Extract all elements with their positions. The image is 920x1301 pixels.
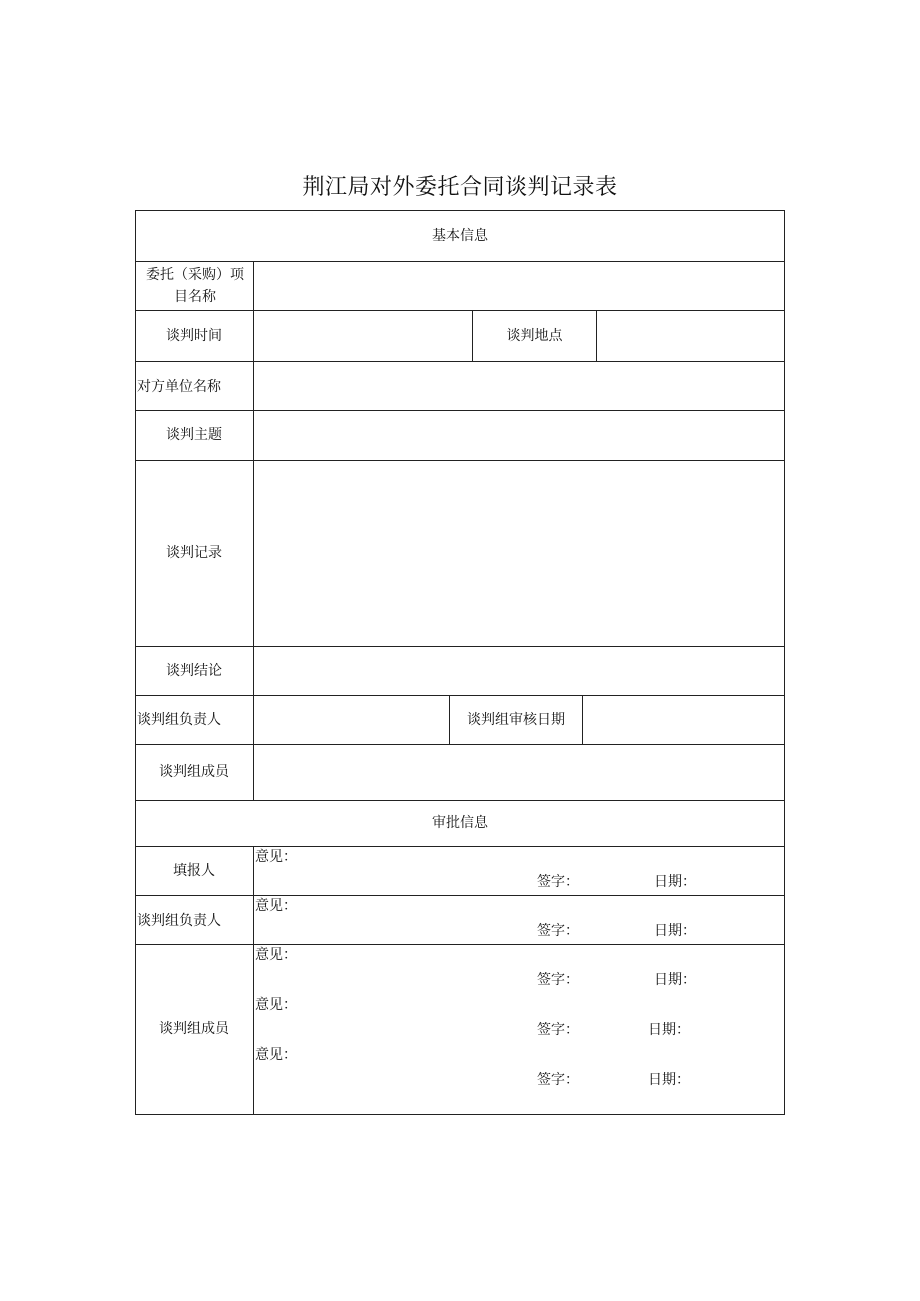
filler-date-label: 日期： <box>654 874 696 890</box>
member2-opinion-label: 意见： <box>255 997 297 1013</box>
member3-sign-label: 签字： <box>537 1072 579 1088</box>
subject-field[interactable] <box>254 411 784 460</box>
label-leader: 谈判组负责人 <box>137 712 221 728</box>
label-negotiation-location: 谈判地点 <box>506 327 563 344</box>
label-members: 谈判组成员 <box>159 764 229 780</box>
page-title: 荆江局对外委托合同谈判记录表 <box>302 175 618 200</box>
label-approval-leader: 谈判组负责人 <box>137 913 221 929</box>
label-conclusion: 谈判结论 <box>166 662 222 679</box>
member1-sign-label: 签字： <box>537 972 579 988</box>
label-negotiation-time: 谈判时间 <box>166 327 222 344</box>
label-approval-filler: 填报人 <box>173 862 215 879</box>
label-counterparty: 对方单位名称 <box>137 379 221 395</box>
section-header-basic: 基本信息 <box>432 227 488 244</box>
member3-opinion-label: 意见： <box>255 1047 297 1063</box>
label-subject: 谈判主题 <box>166 427 222 443</box>
negotiation-record-table <box>135 210 785 1115</box>
member2-date-label: 日期： <box>648 1022 690 1038</box>
section-header-approval: 审批信息 <box>432 815 488 831</box>
leader-sign-label: 签字： <box>537 923 579 939</box>
label-record: 谈判记录 <box>166 545 222 561</box>
project-name-field[interactable] <box>254 262 784 310</box>
filler-sign-label: 签字： <box>537 874 579 890</box>
counterparty-field[interactable] <box>254 362 784 410</box>
label-review-date: 谈判组审核日期 <box>467 711 565 728</box>
leader-date-label: 日期： <box>654 923 696 939</box>
leader-field[interactable] <box>254 696 449 744</box>
label-project-name: 委托（采购）项目名称 <box>146 266 244 305</box>
member2-sign-label: 签字： <box>537 1022 579 1038</box>
negotiation-time-field[interactable] <box>254 311 472 361</box>
label-approval-members: 谈判组成员 <box>159 1021 229 1037</box>
member1-opinion-label: 意见： <box>255 947 297 963</box>
negotiation-location-field[interactable] <box>597 311 784 361</box>
leader-opinion-label: 意见： <box>255 898 297 914</box>
review-date-field[interactable] <box>583 696 784 744</box>
member3-date-label: 日期： <box>648 1072 690 1088</box>
conclusion-field[interactable] <box>254 647 784 695</box>
record-field[interactable] <box>254 461 784 646</box>
member1-date-label: 日期： <box>654 972 696 988</box>
members-field[interactable] <box>254 745 784 800</box>
filler-opinion-label: 意见： <box>255 849 297 865</box>
